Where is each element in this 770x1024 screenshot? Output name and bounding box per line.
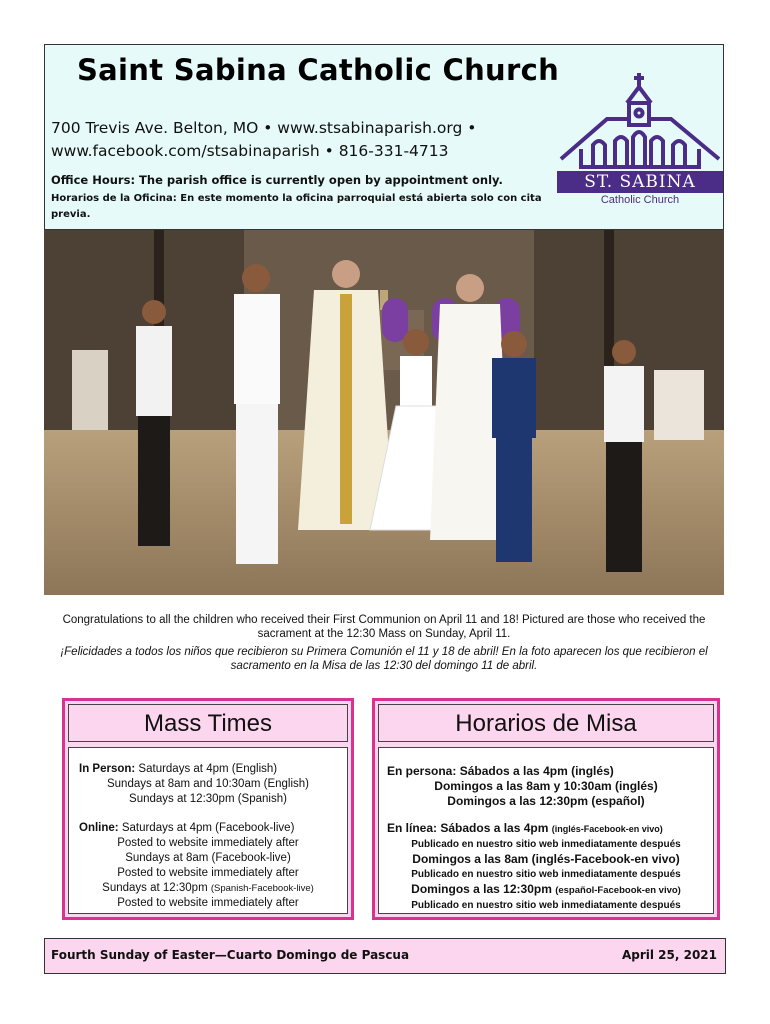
en-persona-line-2: Domingos a las 8am y 10:30am (inglés): [434, 779, 658, 793]
mass-times-heading: Mass Times: [68, 704, 348, 742]
horarios-list: [378, 747, 714, 914]
en-linea-line-6: Publicado en nuestro sitio web inmediatamente después: [411, 900, 681, 911]
mass-times-box: [62, 698, 354, 920]
horarios-heading: Horarios de Misa: [378, 704, 714, 742]
in-person-label: In Person:: [79, 763, 136, 775]
caption-spanish: ¡Felicidades a todos los niños que recibieron su Primera Comunión el 11 y 18 de abril! En la foto aparecen los que recibieron el sacramento en la Misa de las 12:30 del domingo 11 de abril.: [60, 646, 708, 672]
church-name-title: Saint Sabina Catholic Church: [77, 53, 560, 87]
online-line-2: Posted to website immediately after: [117, 837, 299, 849]
church-building-icon: [557, 67, 723, 171]
online-line-6: Posted to website immediately after: [117, 897, 299, 909]
en-persona-line-1: En persona: Sábados a las 4pm (inglés): [387, 764, 614, 778]
en-linea-line-2: Publicado en nuestro sitio web inmediatamente después: [411, 839, 681, 850]
logo-subtitle: Catholic Church: [600, 194, 680, 206]
person-figure-7: [604, 340, 644, 572]
liturgical-occasion: Fourth Sunday of Easter—Cuarto Domingo de Pascua: [51, 948, 410, 962]
address-line: 700 Trevis Ave. Belton, MO • www.stsabinaparish.org •: [51, 119, 477, 137]
facebook-phone-line: www.facebook.com/stsabinaparish • 816-331-4713: [51, 142, 449, 160]
online-line-3: Sundays at 8am (Facebook-live): [125, 852, 291, 864]
online-label: Online:: [79, 822, 119, 834]
horarios-de-misa-box: [372, 698, 720, 920]
in-person-line-1: In Person: Saturdays at 4pm (English): [79, 763, 278, 775]
person-figure-6: [492, 331, 536, 562]
mass-times-list: [68, 747, 348, 914]
person-figure-2: [234, 264, 280, 564]
in-person-line-2: Sundays at 8am and 10:30am (English): [106, 778, 309, 790]
contact-info: [51, 117, 571, 163]
en-linea-label: En línea:: [387, 821, 438, 835]
caption-english: Congratulations to all the children who received their First Communion on April 11 and 18! Pictured are those who received the sacrament at the 12:30 Mass on Sunday, April 11.: [62, 614, 706, 640]
online-line-4: Posted to website immediately after: [117, 867, 299, 879]
first-communion-group-photo: [44, 230, 724, 595]
church-logo: [557, 67, 723, 211]
en-persona-line-3: Domingos a las 12:30pm (español): [447, 794, 645, 808]
in-person-line-3: Sundays at 12:30pm (Spanish): [129, 793, 287, 805]
online-line-5: Sundays at 12:30pm (Spanish-Facebook-live): [102, 882, 314, 894]
en-linea-line-4: Publicado en nuestro sitio web inmediatamente después: [411, 869, 681, 880]
bulletin-footer: [44, 938, 726, 974]
online-line-1: Online: Saturdays at 4pm (Facebook-live): [79, 822, 295, 834]
office-hours-spanish: Horarios de la Oficina: En este momento la oficina parroquial está abierta solo con cita previa.: [51, 193, 542, 220]
bulletin-date: April 25, 2021: [621, 948, 717, 962]
logo-wordmark: ST. SABINA: [557, 171, 723, 193]
person-figure-1: [136, 300, 172, 546]
en-linea-line-3: Domingos a las 8am (inglés-Facebook-en vivo): [412, 852, 680, 866]
en-persona-label: En persona: [387, 764, 453, 778]
office-hours-english: Office Hours: The parish office is currently open by appointment only.: [51, 173, 503, 187]
en-linea-line-5: Domingos a las 12:30pm (español-Facebook-en vivo): [411, 882, 681, 896]
parish-header: [44, 44, 724, 230]
en-linea-line-1: En línea: Sábados a las 4pm (inglés-Facebook-en vivo): [387, 821, 663, 835]
